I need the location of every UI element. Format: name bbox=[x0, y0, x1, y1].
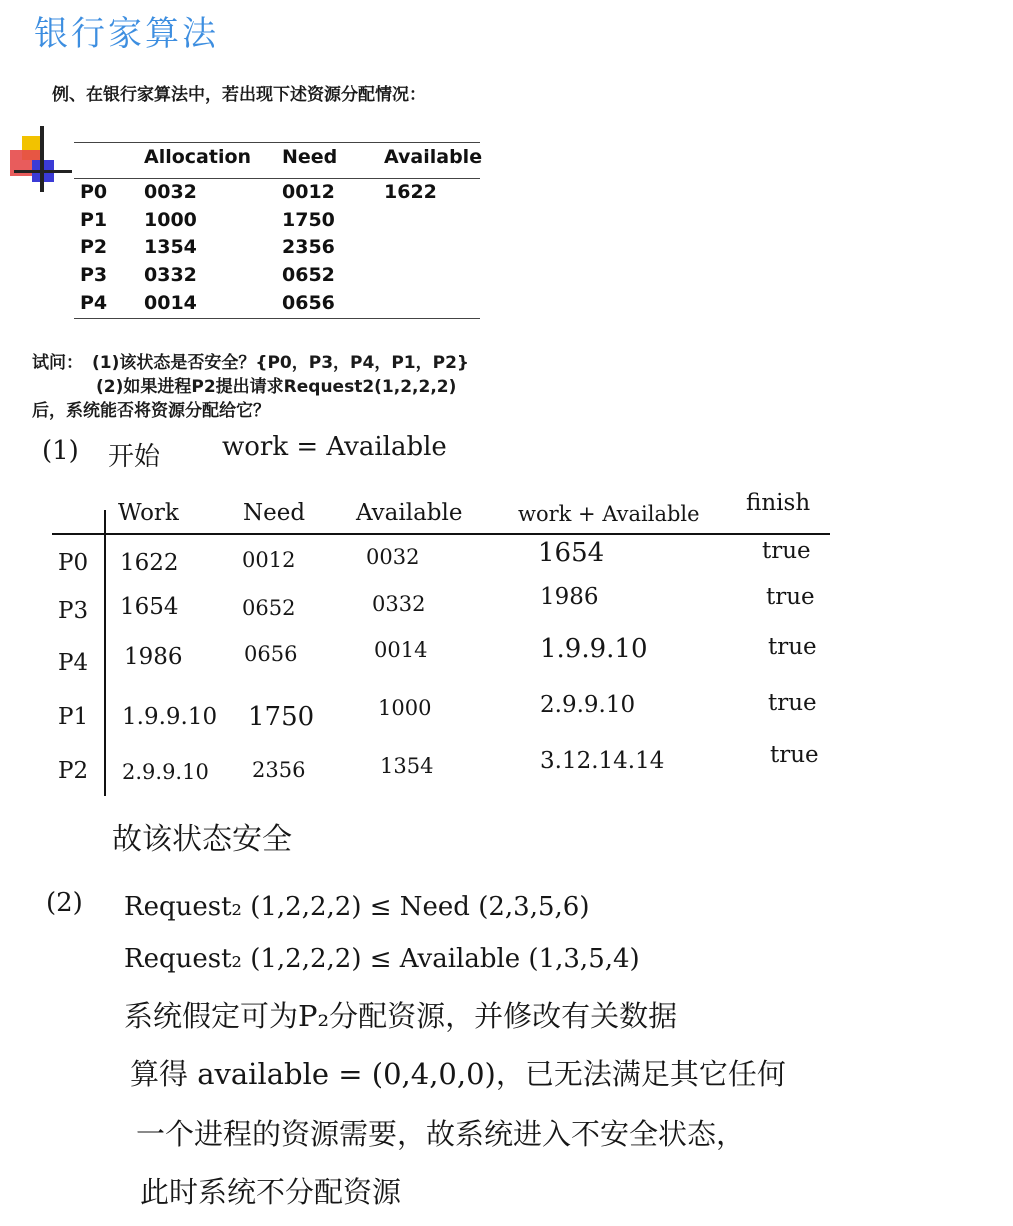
hw-row-label: P2 bbox=[58, 758, 89, 784]
answer1-work-equation: work = Available bbox=[222, 432, 447, 462]
table-cell: 1622 bbox=[384, 181, 437, 203]
answer2-label: (2) bbox=[46, 888, 83, 918]
hw-cell: true bbox=[762, 538, 811, 564]
hw-header: Available bbox=[356, 500, 463, 526]
table-cell: 0652 bbox=[282, 264, 335, 286]
hw-cell: 2.9.9.10 bbox=[122, 760, 209, 784]
table-cell: 1750 bbox=[282, 209, 335, 231]
hw-cell: 1622 bbox=[120, 550, 179, 576]
hw-cell: 2356 bbox=[252, 758, 306, 782]
hw-cell: 1986 bbox=[540, 584, 599, 610]
answer2-line: 算得 available = (0,4,0,0)，已无法满足其它任何 bbox=[130, 1057, 786, 1091]
hw-cell: 1000 bbox=[378, 696, 432, 720]
table-cell: 0032 bbox=[144, 181, 197, 203]
hw-cell: 2.9.9.10 bbox=[540, 692, 636, 718]
hw-cell: 3.12.14.14 bbox=[540, 748, 665, 774]
table-cell: P1 bbox=[80, 209, 108, 231]
hw-header: Need bbox=[243, 500, 306, 526]
table-cell: P2 bbox=[80, 236, 108, 258]
table-cell: 0332 bbox=[144, 264, 197, 286]
hw-cell: 1654 bbox=[120, 594, 179, 620]
table-cell: 1000 bbox=[144, 209, 197, 231]
answer2-line: Request₂ (1,2,2,2) ≤ Need (2,3,5,6) bbox=[124, 892, 590, 922]
question-prefix: 试问： bbox=[32, 353, 83, 373]
hw-cell: 1986 bbox=[124, 644, 183, 670]
hw-cell: 1750 bbox=[248, 702, 315, 732]
hw-row-label: P3 bbox=[58, 598, 89, 624]
hw-cell: true bbox=[768, 634, 817, 660]
hw-cell: 0332 bbox=[372, 592, 426, 616]
hw-header: Work bbox=[118, 500, 179, 526]
hw-cell: 0014 bbox=[374, 638, 428, 662]
hw-row-label: P4 bbox=[58, 650, 89, 676]
hw-cell: 1.9.9.10 bbox=[122, 704, 218, 730]
answer2-line: 一个进程的资源需要，故系统进入不安全状态， bbox=[136, 1117, 746, 1151]
hw-cell: 1354 bbox=[380, 754, 434, 778]
resource-table bbox=[74, 142, 483, 322]
table-header: Available bbox=[384, 146, 483, 168]
question-1: (1)该状态是否安全？{P0，P3，P4，P1，P2} bbox=[92, 353, 470, 373]
slide-bullet-icon bbox=[10, 126, 80, 196]
answer2-line: 此时系统不分配资源 bbox=[140, 1175, 402, 1209]
hw-header: work + Available bbox=[518, 502, 700, 526]
hw-cell: 0012 bbox=[242, 548, 296, 572]
hw-cell: 0656 bbox=[244, 642, 298, 666]
hw-cell: 0032 bbox=[366, 545, 420, 569]
question-2-continued: 后，系统能否将资源分配给它？ bbox=[32, 401, 270, 421]
hw-cell: 0652 bbox=[242, 596, 296, 620]
table-header: Allocation bbox=[144, 146, 252, 168]
answer2-line: 系统假定可为P₂分配资源，并修改有关数据 bbox=[124, 999, 678, 1033]
table-cell: P4 bbox=[80, 292, 108, 314]
table-cell: P3 bbox=[80, 264, 108, 286]
page-title: 银行家算法 bbox=[34, 14, 219, 54]
question-2: (2)如果进程P2提出请求Request2(1,2,2,2) bbox=[96, 377, 457, 397]
table-cell: 2356 bbox=[282, 236, 335, 258]
table-cell: P0 bbox=[80, 181, 108, 203]
answer1-start: 开始 bbox=[108, 442, 161, 472]
hw-cell: true bbox=[766, 584, 815, 610]
hw-cell: true bbox=[770, 742, 819, 768]
hw-header: finish bbox=[746, 490, 811, 516]
table-cell: 1354 bbox=[144, 236, 197, 258]
answer1-label: (1) bbox=[42, 436, 79, 466]
hw-row-label: P0 bbox=[58, 550, 89, 576]
answer1-conclusion: 故该状态安全 bbox=[112, 822, 292, 857]
hw-cell: 1.9.9.10 bbox=[540, 634, 648, 664]
hw-cell: true bbox=[768, 690, 817, 716]
hw-row-label: P1 bbox=[58, 704, 89, 730]
table-cell: 0014 bbox=[144, 292, 197, 314]
intro-text: 例、在银行家算法中，若出现下述资源分配情况： bbox=[52, 85, 426, 105]
handwritten-table-rule bbox=[52, 533, 830, 535]
table-cell: 0012 bbox=[282, 181, 335, 203]
table-cell: 0656 bbox=[282, 292, 335, 314]
handwritten-table-divider bbox=[104, 510, 106, 796]
hw-cell: 1654 bbox=[538, 538, 605, 568]
answer2-line: Request₂ (1,2,2,2) ≤ Available (1,3,5,4) bbox=[124, 944, 640, 974]
table-header: Need bbox=[282, 146, 338, 168]
